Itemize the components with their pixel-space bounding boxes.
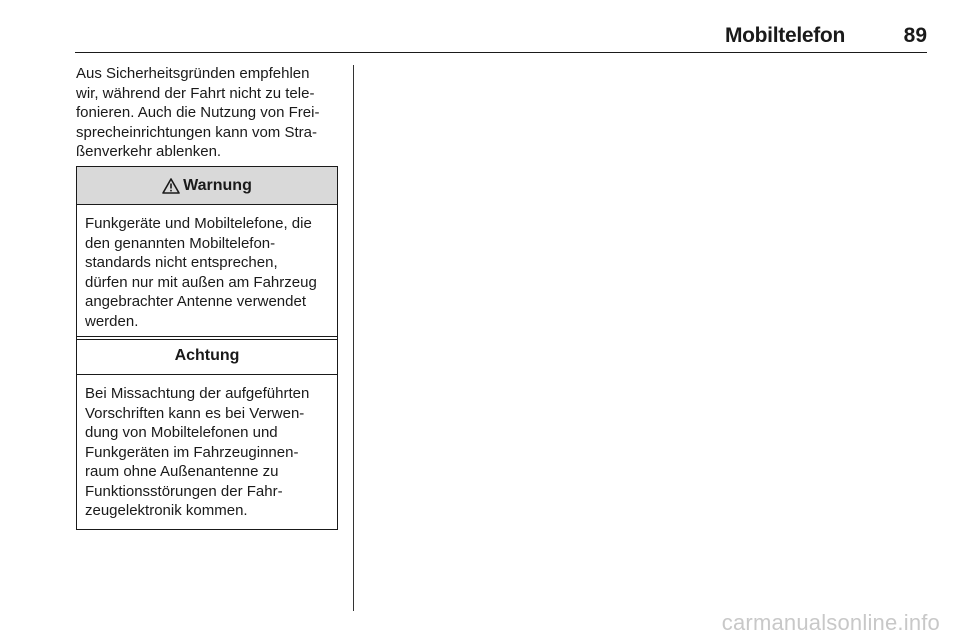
warning-line: standards nicht entsprechen, — [85, 254, 278, 271]
intro-line: sprecheinrichtungen kann vom Stra- — [76, 123, 317, 141]
page-header — [75, 24, 927, 53]
warning-line: angebrachter Antenne verwendet — [85, 293, 306, 310]
intro-line: fonieren. Auch die Nutzung von Frei- — [76, 104, 320, 121]
watermark: carmanualsonline.info — [721, 610, 940, 635]
caution-box-body — [77, 375, 337, 529]
intro-line: wir, während der Fahrt nicht zu tele- — [76, 84, 315, 102]
warning-line: den genannten Mobiltelefon- — [85, 234, 276, 252]
warning-line: werden. — [85, 312, 139, 330]
warning-line: Funkgeräte und Mobiltelefone, die — [85, 215, 312, 232]
warning-line: dürfen nur mit außen am Fahrzeug — [85, 273, 317, 291]
warning-box-header — [77, 167, 337, 205]
intro-paragraph — [76, 64, 346, 162]
caution-line: dung von Mobiltelefonen und — [85, 424, 278, 441]
caution-line: Vorschriften kann es bei Verwen- — [85, 404, 305, 422]
caution-box-header — [77, 337, 337, 375]
intro-line: Aus Sicherheitsgründen empfehlen — [76, 65, 310, 82]
caution-line: Funkgeräten im Fahrzeuginnen- — [85, 443, 299, 461]
warning-triangle-icon — [162, 178, 180, 194]
caution-box-title: Achtung — [174, 346, 240, 364]
warning-box — [76, 166, 338, 340]
column-divider — [353, 65, 354, 611]
page-number: 89 — [903, 24, 927, 47]
page-title: Mobiltelefon — [724, 24, 845, 47]
warning-box-title: Warnung — [183, 176, 252, 194]
warning-box-body — [77, 205, 337, 339]
caution-line: Bei Missachtung der aufgeführten — [85, 385, 310, 402]
caution-box — [76, 336, 338, 530]
caution-line: raum ohne Außenantenne zu — [85, 463, 279, 480]
caution-line: Funktionsstörungen der Fahr- — [85, 482, 283, 500]
intro-line: ßenverkehr ablenken. — [76, 143, 222, 160]
caution-line: zeugelektronik kommen. — [85, 502, 248, 519]
